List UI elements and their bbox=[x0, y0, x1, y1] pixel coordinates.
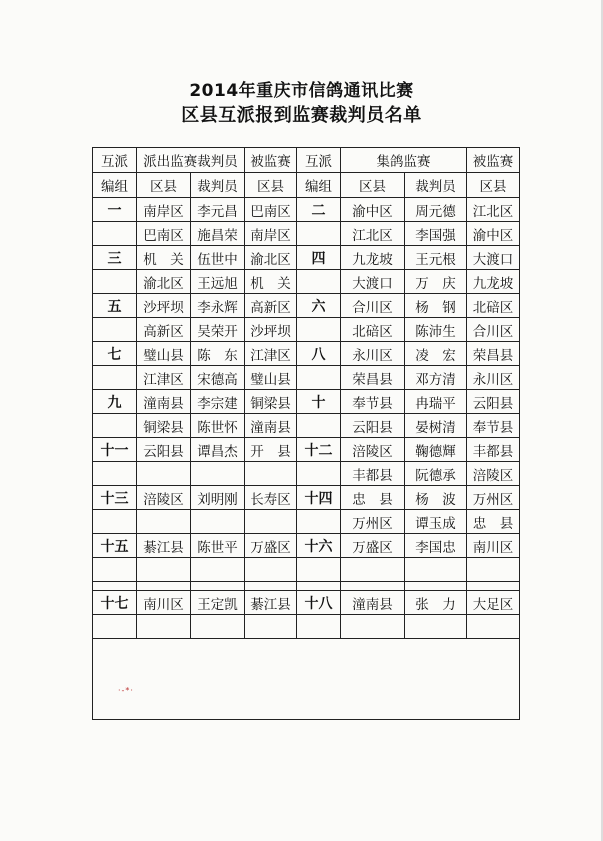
table-row bbox=[93, 390, 520, 414]
right-group-number: 十六 bbox=[297, 534, 341, 558]
left-group-number: 十一 bbox=[93, 438, 137, 462]
monitored2-district-cell bbox=[467, 558, 520, 582]
monitored-district-cell: 南岸区 bbox=[245, 222, 297, 246]
monitored-district-cell: 高新区 bbox=[245, 294, 297, 318]
right-group-number: 十八 bbox=[297, 591, 341, 615]
right-group-number-cont bbox=[297, 615, 341, 639]
collect-referee-cell: 邓方清 bbox=[405, 366, 467, 390]
right-group-number: 十四 bbox=[297, 486, 341, 510]
right-group-number-cont bbox=[297, 270, 341, 294]
monitored2-district-cell: 大渡口 bbox=[467, 246, 520, 270]
table-row bbox=[93, 318, 520, 342]
dispatch-referee-cell: 施昌荣 bbox=[191, 222, 245, 246]
collect-district-cell: 涪陵区 bbox=[341, 438, 405, 462]
spacer-cell bbox=[93, 582, 137, 591]
right-group-number: 八 bbox=[297, 342, 341, 366]
left-group-number: 五 bbox=[93, 294, 137, 318]
left-group-number-cont bbox=[93, 318, 137, 342]
spacer-cell bbox=[341, 582, 405, 591]
right-group-number: 十二 bbox=[297, 438, 341, 462]
right-group-number: 二 bbox=[297, 198, 341, 222]
monitored2-district-cell: 万州区 bbox=[467, 486, 520, 510]
collect-referee-cell: 杨 钢 bbox=[405, 294, 467, 318]
monitored-district-cell: 机 关 bbox=[245, 270, 297, 294]
table-row bbox=[93, 462, 520, 486]
collect-district-cell: 丰都县 bbox=[341, 462, 405, 486]
header-collect: 集鸽监赛 bbox=[341, 148, 467, 173]
header-monitored2-bottom: 区县 bbox=[467, 173, 520, 198]
dispatch-district-cell bbox=[137, 558, 191, 582]
table-row bbox=[93, 414, 520, 438]
header-row-1 bbox=[93, 148, 520, 173]
header-monitored2-top: 被监赛 bbox=[467, 148, 520, 173]
left-group-number-cont bbox=[93, 414, 137, 438]
collect-district-cell: 万州区 bbox=[341, 510, 405, 534]
dispatch-district-cell: 璧山县 bbox=[137, 342, 191, 366]
dispatch-district-cell bbox=[137, 510, 191, 534]
table-row bbox=[93, 591, 520, 615]
footer-row bbox=[93, 639, 520, 720]
dispatch-referee-cell: 陈世平 bbox=[191, 534, 245, 558]
table-row bbox=[93, 246, 520, 270]
monitored2-district-cell: 九龙坡 bbox=[467, 270, 520, 294]
monitored-district-cell: 江津区 bbox=[245, 342, 297, 366]
dispatch-district-cell: 涪陵区 bbox=[137, 486, 191, 510]
monitored2-district-cell: 永川区 bbox=[467, 366, 520, 390]
monitored2-district-cell: 大足区 bbox=[467, 591, 520, 615]
table-row bbox=[93, 438, 520, 462]
left-group-number: 七 bbox=[93, 342, 137, 366]
left-group-number: 一 bbox=[93, 198, 137, 222]
right-group-number-cont bbox=[297, 414, 341, 438]
collect-district-cell: 荣昌县 bbox=[341, 366, 405, 390]
collect-district-cell bbox=[341, 615, 405, 639]
left-group-number: 九 bbox=[93, 390, 137, 414]
spacer-cell bbox=[245, 582, 297, 591]
left-group-number-cont bbox=[93, 615, 137, 639]
header-dispatch-referee: 裁判员 bbox=[191, 173, 245, 198]
collect-district-cell: 江北区 bbox=[341, 222, 405, 246]
spacer-cell bbox=[137, 582, 191, 591]
monitored2-district-cell: 忠 县 bbox=[467, 510, 520, 534]
monitored-district-cell: 铜梁县 bbox=[245, 390, 297, 414]
dispatch-referee-cell: 谭昌杰 bbox=[191, 438, 245, 462]
collect-referee-cell: 陈沛生 bbox=[405, 318, 467, 342]
collect-referee-cell bbox=[405, 558, 467, 582]
collect-district-cell: 北碚区 bbox=[341, 318, 405, 342]
roster-body bbox=[93, 148, 520, 720]
dispatch-district-cell: 沙坪坝 bbox=[137, 294, 191, 318]
monitored-district-cell bbox=[245, 462, 297, 486]
header-group2-bottom: 编组 bbox=[297, 173, 341, 198]
monitored-district-cell: 长寿区 bbox=[245, 486, 297, 510]
collect-referee-cell: 万 庆 bbox=[405, 270, 467, 294]
left-group-number: 十五 bbox=[93, 534, 137, 558]
monitored2-district-cell: 南川区 bbox=[467, 534, 520, 558]
right-group-number-cont bbox=[297, 510, 341, 534]
collect-referee-cell: 冉瑞平 bbox=[405, 390, 467, 414]
dispatch-district-cell: 铜梁县 bbox=[137, 414, 191, 438]
dispatch-referee-cell: 刘明刚 bbox=[191, 486, 245, 510]
collect-district-cell: 九龙坡 bbox=[341, 246, 405, 270]
dispatch-referee-cell: 宋德高 bbox=[191, 366, 245, 390]
ink-mark: ·-*· bbox=[118, 686, 134, 695]
left-group-number: 三 bbox=[93, 246, 137, 270]
dispatch-district-cell: 南川区 bbox=[137, 591, 191, 615]
monitored2-district-cell: 江北区 bbox=[467, 198, 520, 222]
dispatch-district-cell: 高新区 bbox=[137, 318, 191, 342]
left-group-number-cont bbox=[93, 510, 137, 534]
table-row bbox=[93, 486, 520, 510]
dispatch-district-cell: 潼南县 bbox=[137, 390, 191, 414]
monitored-district-cell: 开 县 bbox=[245, 438, 297, 462]
monitored2-district-cell bbox=[467, 615, 520, 639]
table-row bbox=[93, 558, 520, 582]
collect-referee-cell: 杨 波 bbox=[405, 486, 467, 510]
monitored-district-cell bbox=[245, 615, 297, 639]
collect-district-cell: 忠 县 bbox=[341, 486, 405, 510]
header-monitored-bottom: 区县 bbox=[245, 173, 297, 198]
header-monitored-top: 被监赛 bbox=[245, 148, 297, 173]
collect-referee-cell: 凌 宏 bbox=[405, 342, 467, 366]
collect-referee-cell: 李国强 bbox=[405, 222, 467, 246]
monitored-district-cell: 渝北区 bbox=[245, 246, 297, 270]
document-subtitle: 区县互派报到监赛裁判员名单 bbox=[181, 105, 422, 126]
collect-district-cell: 合川区 bbox=[341, 294, 405, 318]
collect-district-cell: 奉节县 bbox=[341, 390, 405, 414]
table-row bbox=[93, 615, 520, 639]
monitored-district-cell: 璧山县 bbox=[245, 366, 297, 390]
document-title: 2014年重庆市信鸽通讯比赛 bbox=[189, 81, 414, 101]
monitored-district-cell: 沙坪坝 bbox=[245, 318, 297, 342]
dispatch-referee-cell: 伍世中 bbox=[191, 246, 245, 270]
header-collect-referee: 裁判员 bbox=[405, 173, 467, 198]
dispatch-referee-cell bbox=[191, 615, 245, 639]
header-dispatch: 派出监赛裁判员 bbox=[137, 148, 245, 173]
table-row bbox=[93, 342, 520, 366]
right-group-number-cont bbox=[297, 366, 341, 390]
header-group-top: 互派 bbox=[93, 148, 137, 173]
collect-referee-cell: 谭玉成 bbox=[405, 510, 467, 534]
dispatch-referee-cell: 王定凯 bbox=[191, 591, 245, 615]
monitored2-district-cell: 荣昌县 bbox=[467, 342, 520, 366]
collect-referee-cell: 阮德承 bbox=[405, 462, 467, 486]
collect-referee-cell bbox=[405, 615, 467, 639]
dispatch-referee-cell: 李永辉 bbox=[191, 294, 245, 318]
monitored-district-cell bbox=[245, 558, 297, 582]
footer-empty-cell bbox=[93, 639, 520, 720]
collect-district-cell: 永川区 bbox=[341, 342, 405, 366]
dispatch-referee-cell: 陈 东 bbox=[191, 342, 245, 366]
spacer-cell bbox=[467, 582, 520, 591]
spacer-cell bbox=[297, 582, 341, 591]
collect-referee-cell: 周元德 bbox=[405, 198, 467, 222]
right-group-number-cont bbox=[297, 462, 341, 486]
dispatch-referee-cell bbox=[191, 462, 245, 486]
dispatch-referee-cell: 吴荣开 bbox=[191, 318, 245, 342]
dispatch-district-cell: 机 关 bbox=[137, 246, 191, 270]
monitored2-district-cell: 渝中区 bbox=[467, 222, 520, 246]
dispatch-district-cell: 綦江县 bbox=[137, 534, 191, 558]
dispatch-district-cell: 云阳县 bbox=[137, 438, 191, 462]
collect-district-cell: 万盛区 bbox=[341, 534, 405, 558]
referee-roster-table bbox=[92, 147, 520, 720]
dispatch-district-cell: 巴南区 bbox=[137, 222, 191, 246]
table-row bbox=[93, 510, 520, 534]
dispatch-district-cell bbox=[137, 615, 191, 639]
monitored2-district-cell: 合川区 bbox=[467, 318, 520, 342]
table-row bbox=[93, 270, 520, 294]
collect-district-cell: 大渡口 bbox=[341, 270, 405, 294]
collect-referee-cell: 张 力 bbox=[405, 591, 467, 615]
dispatch-district-cell: 江津区 bbox=[137, 366, 191, 390]
dispatch-referee-cell: 陈世怀 bbox=[191, 414, 245, 438]
table-row bbox=[93, 534, 520, 558]
monitored2-district-cell: 北碚区 bbox=[467, 294, 520, 318]
left-group-number: 十七 bbox=[93, 591, 137, 615]
right-group-number: 四 bbox=[297, 246, 341, 270]
table-row bbox=[93, 222, 520, 246]
collect-referee-cell: 李国忠 bbox=[405, 534, 467, 558]
collect-district-cell: 渝中区 bbox=[341, 198, 405, 222]
monitored-district-cell: 綦江县 bbox=[245, 591, 297, 615]
spacer-row bbox=[93, 582, 520, 591]
spacer-cell bbox=[405, 582, 467, 591]
monitored2-district-cell: 云阳县 bbox=[467, 390, 520, 414]
monitored2-district-cell: 涪陵区 bbox=[467, 462, 520, 486]
collect-district-cell: 云阳县 bbox=[341, 414, 405, 438]
left-group-number-cont bbox=[93, 558, 137, 582]
left-group-number-cont bbox=[93, 270, 137, 294]
table-row bbox=[93, 294, 520, 318]
left-group-number-cont bbox=[93, 366, 137, 390]
header-collect-district: 区县 bbox=[341, 173, 405, 198]
header-group2-top: 互派 bbox=[297, 148, 341, 173]
dispatch-referee-cell bbox=[191, 558, 245, 582]
collect-referee-cell: 晏树清 bbox=[405, 414, 467, 438]
collect-district-cell bbox=[341, 558, 405, 582]
collect-district-cell: 潼南县 bbox=[341, 591, 405, 615]
right-group-number-cont bbox=[297, 318, 341, 342]
monitored-district-cell: 巴南区 bbox=[245, 198, 297, 222]
monitored-district-cell bbox=[245, 510, 297, 534]
dispatch-referee-cell: 李宗建 bbox=[191, 390, 245, 414]
spacer-cell bbox=[191, 582, 245, 591]
monitored-district-cell: 潼南县 bbox=[245, 414, 297, 438]
header-row-2 bbox=[93, 173, 520, 198]
left-group-number-cont bbox=[93, 222, 137, 246]
table-row bbox=[93, 198, 520, 222]
dispatch-district-cell bbox=[137, 462, 191, 486]
header-dispatch-district: 区县 bbox=[137, 173, 191, 198]
dispatch-referee-cell: 王远旭 bbox=[191, 270, 245, 294]
table-row bbox=[93, 366, 520, 390]
right-group-number-cont bbox=[297, 222, 341, 246]
monitored2-district-cell: 丰都县 bbox=[467, 438, 520, 462]
monitored-district-cell: 万盛区 bbox=[245, 534, 297, 558]
dispatch-referee-cell: 李元昌 bbox=[191, 198, 245, 222]
collect-referee-cell: 王元根 bbox=[405, 246, 467, 270]
right-group-number: 十 bbox=[297, 390, 341, 414]
dispatch-referee-cell bbox=[191, 510, 245, 534]
dispatch-district-cell: 渝北区 bbox=[137, 270, 191, 294]
right-group-number-cont bbox=[297, 558, 341, 582]
collect-referee-cell: 鞠德輝 bbox=[405, 438, 467, 462]
left-group-number: 十三 bbox=[93, 486, 137, 510]
left-group-number-cont bbox=[93, 462, 137, 486]
header-group-bottom: 编组 bbox=[93, 173, 137, 198]
dispatch-district-cell: 南岸区 bbox=[137, 198, 191, 222]
monitored2-district-cell: 奉节县 bbox=[467, 414, 520, 438]
right-group-number: 六 bbox=[297, 294, 341, 318]
